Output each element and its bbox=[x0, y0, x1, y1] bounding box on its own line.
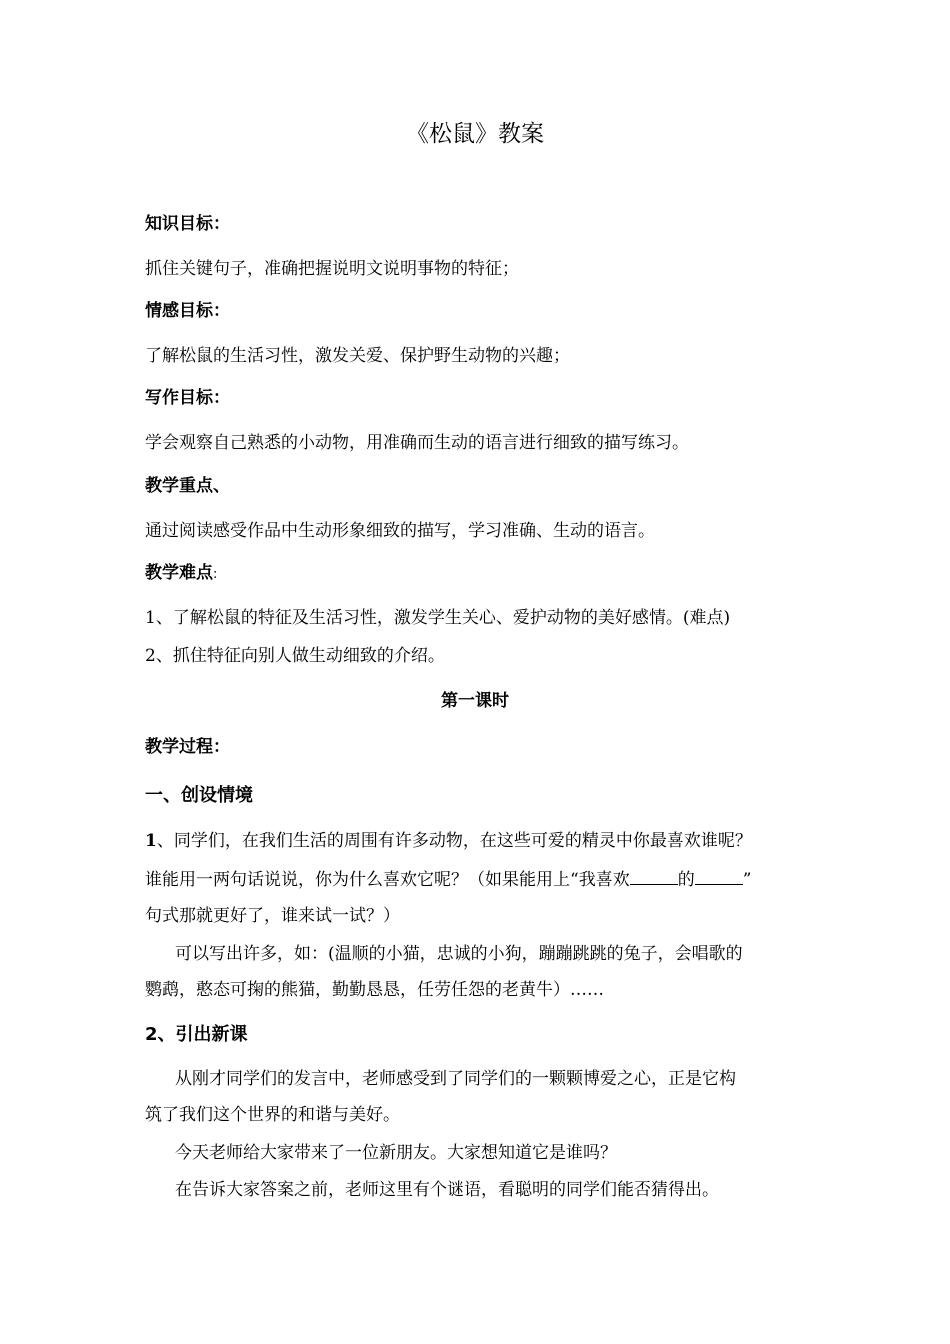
s1-paragraph1-number: 1 bbox=[145, 831, 157, 851]
s1-paragraph1-line1-text: 、同学们，在我们生活的周围有许多动物，在这些可爱的精灵中你最喜欢谁呢？ bbox=[156, 831, 752, 851]
s1-paragraph1-line3: 句式那就更好了，谁来试一试？） bbox=[145, 906, 400, 926]
lesson-heading: 第一课时 bbox=[441, 691, 509, 711]
writing-heading: 写作目标： bbox=[145, 388, 230, 408]
writing-text: 学会观察自己熟悉的小动物，用准确而生动的语言进行细致的描写练习。 bbox=[145, 433, 689, 453]
section1-heading: 一、创设情境 bbox=[145, 785, 253, 806]
key-heading: 教学重点、 bbox=[145, 476, 230, 496]
key-text: 通过阅读感受作品中生动形象细致的描写，学习准确、生动的语言。 bbox=[145, 521, 655, 541]
s1-paragraph2-line2: 鹦鹉，憨态可掬的熊猫，勤勤恳恳，任劳任怨的老黄牛）…… bbox=[145, 980, 604, 1000]
s1-paragraph2-line1: 可以写出许多，如：(温顺的小猫，忠诚的小狗，蹦蹦跳跳的兔子，会唱歌的 bbox=[175, 944, 743, 964]
document-title: 《松鼠》教案 bbox=[406, 121, 544, 147]
difficult-heading bbox=[145, 561, 217, 587]
emotion-text: 了解松鼠的生活习性，激发关爱、保护野生动物的兴趣； bbox=[145, 346, 570, 366]
s2-paragraph1-line2: 筑了我们这个世界的和谐与美好。 bbox=[145, 1105, 400, 1125]
s2-paragraph2: 今天老师给大家带来了一位新朋友。大家想知道它是谁吗？ bbox=[175, 1143, 617, 1163]
emotion-heading: 情感目标： bbox=[145, 301, 230, 321]
process-heading: 教学过程： bbox=[145, 737, 230, 757]
blank-underline-1 bbox=[630, 870, 678, 885]
section2-heading: 2、引出新课 bbox=[145, 1024, 248, 1045]
s1-paragraph1-line2-a: 谁能用一两句话说说，你为什么喜欢它呢？（如果能用上“我喜欢 bbox=[145, 870, 630, 890]
difficult-item-1: 1、了解松鼠的特征及生活习性，激发学生关心、爱护动物的美好感情。(难点) bbox=[145, 608, 731, 628]
difficult-item-2: 2、抓住特征向别人做生动细致的介绍。 bbox=[145, 646, 445, 666]
s1-paragraph1-line2 bbox=[145, 868, 810, 892]
knowledge-text: 抓住关键句子，准确把握说明文说明事物的特征； bbox=[145, 259, 519, 279]
difficult-heading-punct: : bbox=[213, 567, 218, 582]
difficult-heading-label: 教学难点 bbox=[145, 563, 213, 583]
s1-paragraph1-line1 bbox=[145, 829, 810, 853]
s1-paragraph1-line2-c: ” bbox=[742, 870, 752, 890]
s2-paragraph3: 在告诉大家答案之前，老师这里有个谜语，看聪明的同学们能否猜得出。 bbox=[175, 1180, 719, 1200]
s1-paragraph1-line2-b: 的 bbox=[677, 870, 695, 890]
knowledge-heading: 知识目标： bbox=[145, 214, 230, 234]
s2-paragraph1-line1: 从刚才同学们的发言中，老师感受到了同学们的一颗颗博爱之心，正是它构 bbox=[175, 1069, 736, 1089]
blank-underline-2 bbox=[695, 870, 743, 885]
